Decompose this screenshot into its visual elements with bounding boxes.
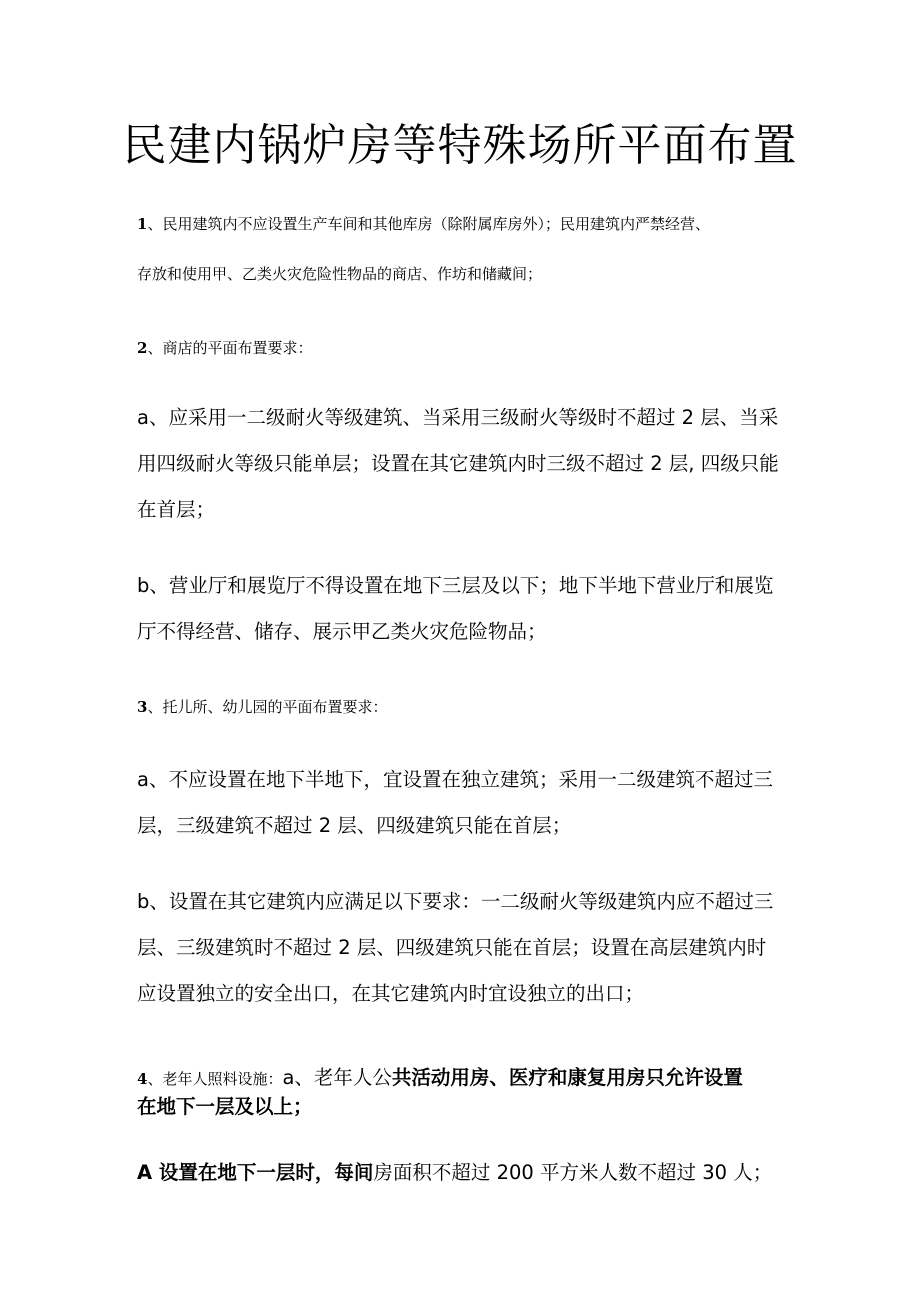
item-3-a-line-1: a、不应设置在地下半地下，宜设置在独立建筑；采用一二级建筑不超过三 [137, 768, 773, 791]
item-3-heading [137, 682, 797, 732]
item-3-a [137, 757, 797, 849]
item-a [137, 1150, 797, 1196]
item-1-number: 1 [137, 215, 148, 233]
item-3-a-line-2: 层，三级建筑不超过 2 层、四级建筑只能在首层； [137, 814, 572, 837]
item-4-part-a-plain: a、老年人公 [282, 1066, 392, 1089]
item-4-lead: 、老年人照料设施： [147, 1070, 283, 1088]
item-a-line [137, 1150, 797, 1196]
item-4 [137, 1064, 797, 1120]
item-3-b-line-3: 应设置独立的安全出口，在其它建筑内时宜设独立的出口； [137, 982, 645, 1005]
item-2-a-line-2: 用四级耐火等级只能单层；设置在其它建筑内时三级不超过 2 层, 四级只能 [137, 452, 779, 475]
item-3-b [137, 879, 797, 1017]
item-2-b-line-2: 厅不得经营、储存、展示甲乙类火灾危险物品； [137, 620, 547, 643]
item-2-heading [137, 323, 797, 373]
item-2-a-line-3: 在首层； [137, 498, 216, 521]
item-1 [137, 199, 797, 299]
item-1-line-2: 存放和使用甲、乙类火灾危险性物品的商店、作坊和储藏间； [137, 265, 543, 283]
item-2-number: 2 [137, 339, 148, 357]
item-1-line-1 [137, 199, 797, 249]
item-3-b-line-1: b、设置在其它建筑内应满足以下要求：一二级耐火等级建筑内应不超过三 [137, 890, 774, 913]
document-title: 民建内锅炉房等特殊场所平面布置 [122, 120, 798, 171]
item-a-plain: 房面积不超过 200 平方米人数不超过 30 人； [373, 1161, 773, 1184]
item-2-a-line-1: a、应采用一二级耐火等级建筑、当采用三级耐火等级时不超过 2 层、当采 [137, 406, 779, 429]
item-a-bold: A 设置在地下一层时，每间 [137, 1161, 374, 1184]
item-2-a [137, 395, 797, 533]
item-4-part-a-bold: 共活动用房、医疗和康复用房只允许设置 [391, 1066, 743, 1089]
item-3-number: 3 [137, 698, 148, 716]
item-4-line-1 [137, 1064, 797, 1093]
item-1-text-1: 、民用建筑内不应设置生产车间和其他库房（除附属库房外）；民用建筑内严禁经营、 [147, 215, 710, 233]
item-2-b [137, 563, 797, 655]
item-3-b-line-2: 层、三级建筑时不超过 2 层、四级建筑只能在首层；设置在高层建筑内时 [137, 936, 767, 959]
item-2-heading-text: 、商店的平面布置要求： [147, 339, 313, 357]
item-3-heading-text: 、托儿所、幼儿园的平面布置要求： [147, 698, 388, 716]
item-4-number: 4 [137, 1070, 148, 1088]
item-2-b-line-1: b、营业厅和展览厅不得设置在地下三层及以下；地下半地下营业厅和展览 [137, 574, 774, 597]
item-4-line-2: 在地下一层及以上； [137, 1095, 313, 1118]
